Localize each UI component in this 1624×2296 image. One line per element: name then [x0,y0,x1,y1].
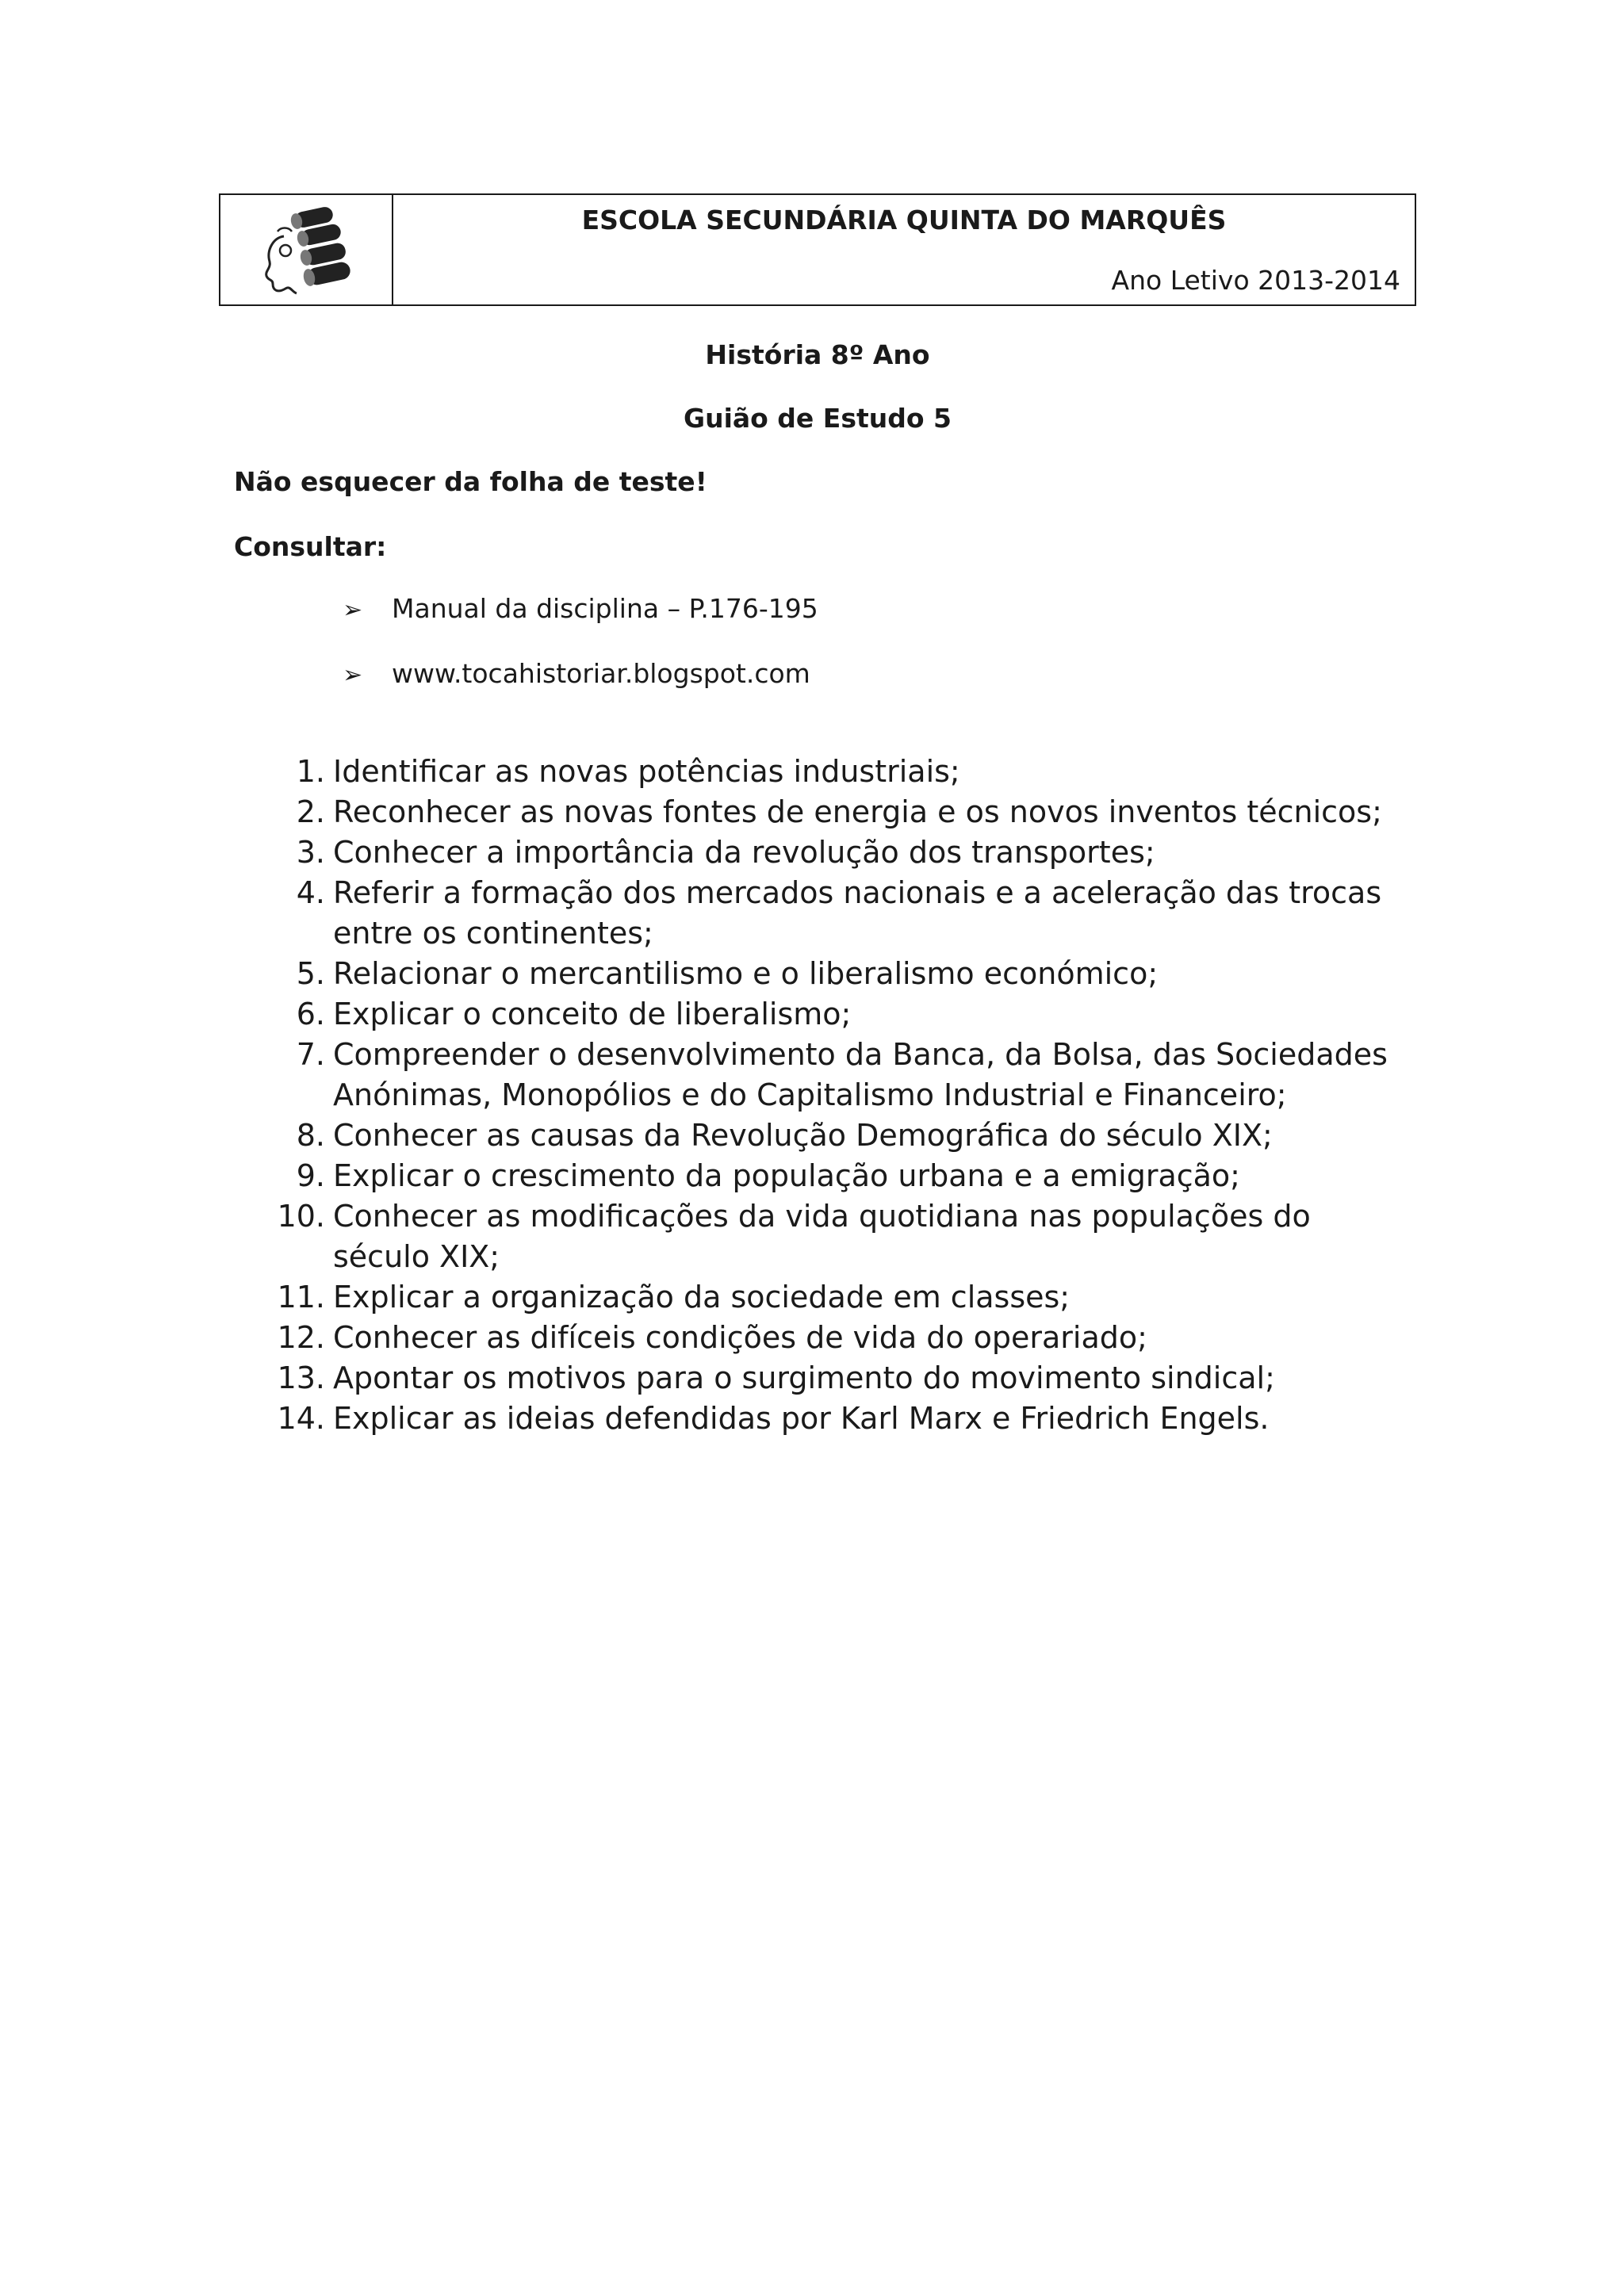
item-text: Compreender o desenvolvimento da Banca, da Bolsa, das Sociedades Anónimas, Monopólios e do Capitalismo Industrial e Financeiro; [333,1037,1388,1112]
list-item [270,1115,1411,1156]
list-item [270,994,1411,1035]
school-name: ESCOLA SECUNDÁRIA QUINTA DO MARQUÊS [581,205,1227,235]
guide-title: Guião de Estudo 5 [683,403,952,434]
item-text: Explicar a organização da sociedade em classes; [333,1280,1071,1314]
list-item [270,873,1411,954]
item-text: Explicar o conceito de liberalismo; [333,997,852,1031]
item-number: 9. [296,1158,325,1193]
list-item [270,752,1411,792]
school-logo-icon [249,205,360,298]
item-text: Relacionar o mercantilismo e o liberalismo económico; [333,956,1159,991]
item-number: 6. [296,997,325,1031]
item-text: Referir a formação dos mercados nacionais e a aceleração das trocas entre os continentes; [333,875,1382,951]
item-text: Reconhecer as novas fontes de energia e os novos inventos técnicos; [333,794,1382,829]
list-item [270,1318,1411,1358]
item-number: 11. [277,1280,325,1314]
item-text: Conhecer as causas da Revolução Demográfica do século XIX; [333,1118,1273,1153]
arrow-bullet-icon: ➢ [343,596,363,624]
header-table [219,193,1416,306]
list-item [270,954,1411,994]
school-year: Ano Letivo 2013-2014 [1111,265,1400,296]
item-text: Apontar os motivos para o surgimento do movimento sindical; [333,1360,1275,1395]
objectives-list [270,752,1411,1439]
reference-link[interactable]: www.tocahistoriar.blogspot.com [392,658,810,689]
item-number: 14. [277,1401,325,1436]
list-item [270,1156,1411,1196]
item-number: 5. [296,956,325,991]
list-item [270,1196,1411,1277]
reference-item [343,593,818,624]
reminder-note: Não esquecer da folha de teste! [234,466,707,497]
item-number: 12. [277,1320,325,1355]
consult-label: Consultar: [234,531,387,562]
list-item [270,1358,1411,1399]
list-item [270,1277,1411,1318]
item-text: Conhecer a importância da revolução dos transportes; [333,835,1155,870]
item-number: 7. [296,1037,325,1072]
item-number: 10. [277,1199,325,1234]
logo-cell [220,195,393,304]
reference-item [343,658,810,689]
list-item [270,792,1411,832]
item-text: Conhecer as difíceis condições de vida do operariado; [333,1320,1147,1355]
item-text: Explicar o crescimento da população urbana e a emigração; [333,1158,1240,1193]
reference-text: Manual da disciplina – P.176-195 [392,593,818,624]
item-number: 13. [277,1360,325,1395]
item-number: 8. [296,1118,325,1153]
item-number: 3. [296,835,325,870]
item-number: 1. [296,754,325,789]
item-text: Identificar as novas potências industriais; [333,754,960,789]
item-number: 4. [296,875,325,910]
list-item [270,1035,1411,1115]
subject-title: História 8º Ano [705,339,930,370]
item-number: 2. [296,794,325,829]
item-text: Explicar as ideias defendidas por Karl Marx e Friedrich Engels. [333,1401,1270,1436]
item-text: Conhecer as modificações da vida quotidiana nas populações do século XIX; [333,1199,1311,1274]
list-item [270,832,1411,873]
list-item [270,1399,1411,1439]
arrow-bullet-icon: ➢ [343,661,363,689]
